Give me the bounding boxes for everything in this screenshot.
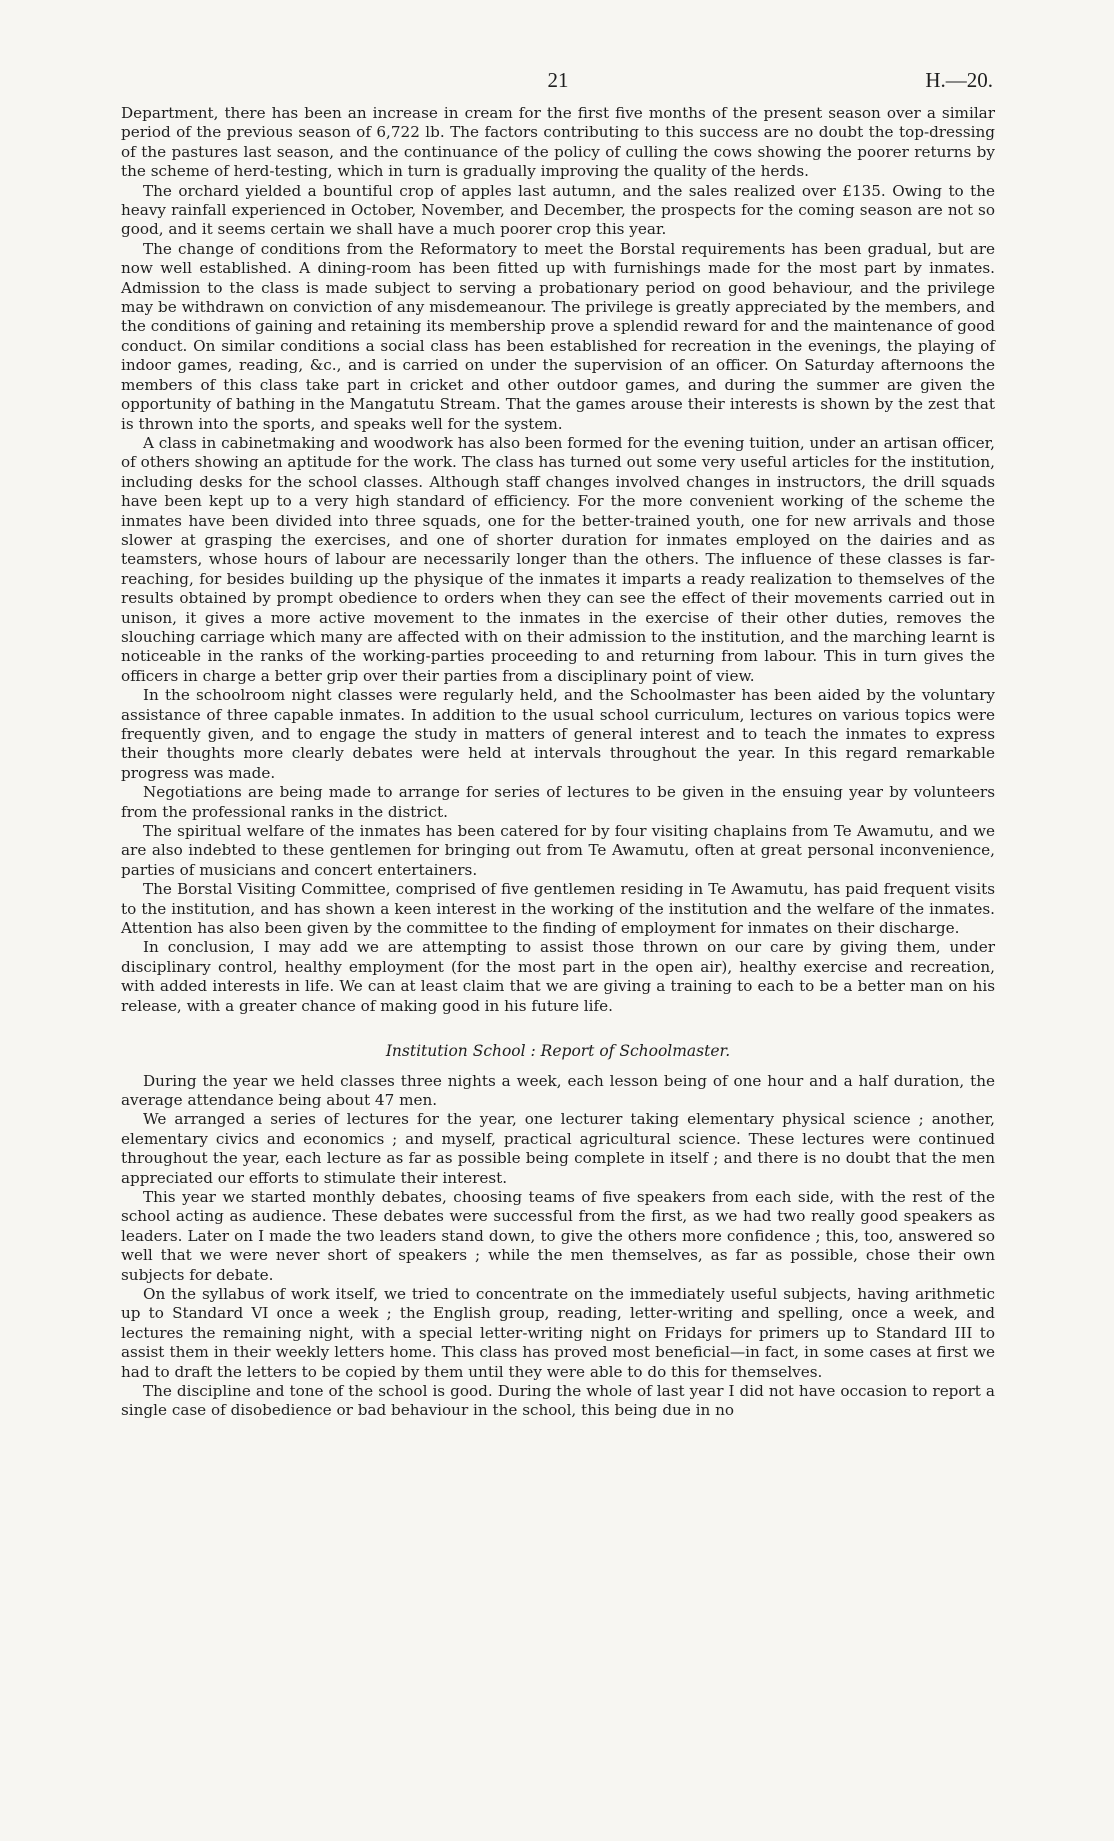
section-heading: Institution School : Report of Schoolmaster. <box>385 1042 731 1061</box>
paragraph: The spiritual welfare of the inmates has been catered for by four visiting chaplains from Te Awamutu, and we are also indebted to these gentlemen for bringing out from Te Awamutu, often at great personal inconvenience, parties of musicians and concert entertainers. <box>121 822 995 879</box>
paragraph: In the schoolroom night classes were regularly held, and the Schoolmaster has been aided by the voluntary assistance of three capable inmates. In addition to the usual school curriculum, lectures on various topics were frequently given, and to engage the study in matters of general interest and to teach the inmates to express their thoughts more clearly debates were held at intervals throughout the year. In this regard remarkable progress was made. <box>121 686 995 782</box>
paragraph: This year we started monthly debates, choosing teams of five speakers from each side, with the rest of the school acting as audience. These debates were successful from the first, as we had two really good speakers as leaders. Later on I made the two leaders stand down, to give the others more confidence ; this, too, answered so well that we were never short of speakers ; while the men themselves, as far as possible, chose their own subjects for debate. <box>121 1187 995 1284</box>
report-body <box>121 104 995 1421</box>
paragraph: Department, there has been an increase in cream for the first five months of the present season over a similar period of the previous season of 6,722 lb. The factors contributing to this success are no doubt the top-dressing of the pastures last season, and the continuance of the policy of culling the cows showing the poorer returns by the scheme of herd-testing, which in turn is gradually improving the quality of the herds. <box>121 104 995 181</box>
page-header <box>121 62 995 96</box>
paragraph: During the year we held classes three nights a week, each lesson being of one hour and a half duration, the average attendance being about 47 men. <box>121 1071 995 1109</box>
paragraph: We arranged a series of lectures for the year, one lecturer taking elementary physical science ; another, elementary civics and economics ; and myself, practical agricultural science. These lectures were continued throughout the year, each lecture as far as possible being complete in itself ; and there is no doubt that the men appreciated our efforts to stimulate their interest. <box>121 1110 995 1187</box>
document-code: H.—20. <box>925 68 993 92</box>
paragraph: The Borstal Visiting Committee, comprised of five gentlemen residing in Te Awamutu, has paid frequent visits to the institution, and has shown a keen interest in the working of the institution and the welfare of the inmates. Attention has also been given by the committee to the finding of employment for inmates on their discharge. <box>121 880 995 938</box>
paragraph: A class in cabinetmaking and woodwork has also been formed for the evening tuition, under an artisan officer, of others showing an aptitude for the work. The class has turned out some very useful articles for the institution, including desks for the school classes. Although staff changes involved changes in instructors, the drill squads have been kept up to a very high standard of efficiency. For the more convenient working of the scheme the inmates have been divided into three squads, one for the better-trained youth, one for new arrivals and those slower at grasping the exercises, and one of shorter duration for inmates employed on the dairies and as teamsters, whose hours of labour are necessarily longer than the others. The influence of these classes is far-reaching, for besides building up the physique of the inmates it imparts a ready realization to themselves of the results obtained by prompt obedience to orders when they can see the effect of their movements carried out in unison, it gives a more active movement to the inmates in the exercise of their other duties, removes the slouching carriage which many are affected with on their admission to the institution, and the marching learnt is noticeable in the ranks of the working-parties proceeding to and returning from labour. This in turn gives the officers in charge a better grip over their parties from a disciplinary point of view. <box>121 433 996 685</box>
paragraph: On the syllabus of work itself, we tried to concentrate on the immediately useful subjects, having arithmetic up to Standard VI once a week ; the English group, reading, letter-writing and spelling, once a week, and lectures the remaining night, with a special letter-writing night on Fridays for primers up to Standard III to assist them in their weekly letters home. This class has proved most beneficial—in fact, in some cases at first we had to draft the letters to be copied by them until they were able to do this for themselves. <box>121 1284 995 1381</box>
paragraph: Negotiations are being made to arrange for series of lectures to be given in the ensuing year by volunteers from the professional ranks in the district. <box>121 783 995 821</box>
paragraph: The change of conditions from the Reformatory to meet the Borstal requirements has been gradual, but are now well established. A dining-room has been fitted up with furnishings made for the most part by inmates. Admission to the class is made subject to serving a probationary period on good behaviour, and the privilege may be withdrawn on conviction of any misdemeanour. The privilege is greatly appreciated by the members, and the conditions of gaining and retaining its membership prove a splendid reward for and the maintenance of good conduct. On similar conditions a social class has been established for recreation in the evenings, the playing of indoor games, reading, &c., and is carried on under the supervision of an officer. On Saturday afternoons the members of this class take part in cricket and other outdoor games, and during the summer are given the opportunity of bathing in the Mangatutu Stream. That the games arouse their interests is shown by the zest that is thrown into the sports, and speaks well for the system. <box>121 239 995 433</box>
paragraph: The discipline and tone of the school is good. During the whole of last year I did not have occasion to report a single case of disobedience or bad behaviour in the school, this being due in no <box>121 1382 995 1420</box>
page-number: 21 <box>547 68 569 92</box>
paragraph: In conclusion, I may add we are attempting to assist those thrown on our care by giving them, under disciplinary control, healthy employment (for the most part in the open air), healthy exercise and recreation, with added interests in life. We can at least claim that we are giving a training to each to be a better man on his release, with a greater chance of making good in his future life. <box>121 938 995 1015</box>
paragraph: The orchard yielded a bountiful crop of apples last autumn, and the sales realized over £135. Owing to the heavy rainfall experienced in October, November, and December, the prospects for the coming season are not so good, and it seems certain we shall have a much poorer crop this year. <box>121 181 995 239</box>
document-page <box>121 62 995 1421</box>
